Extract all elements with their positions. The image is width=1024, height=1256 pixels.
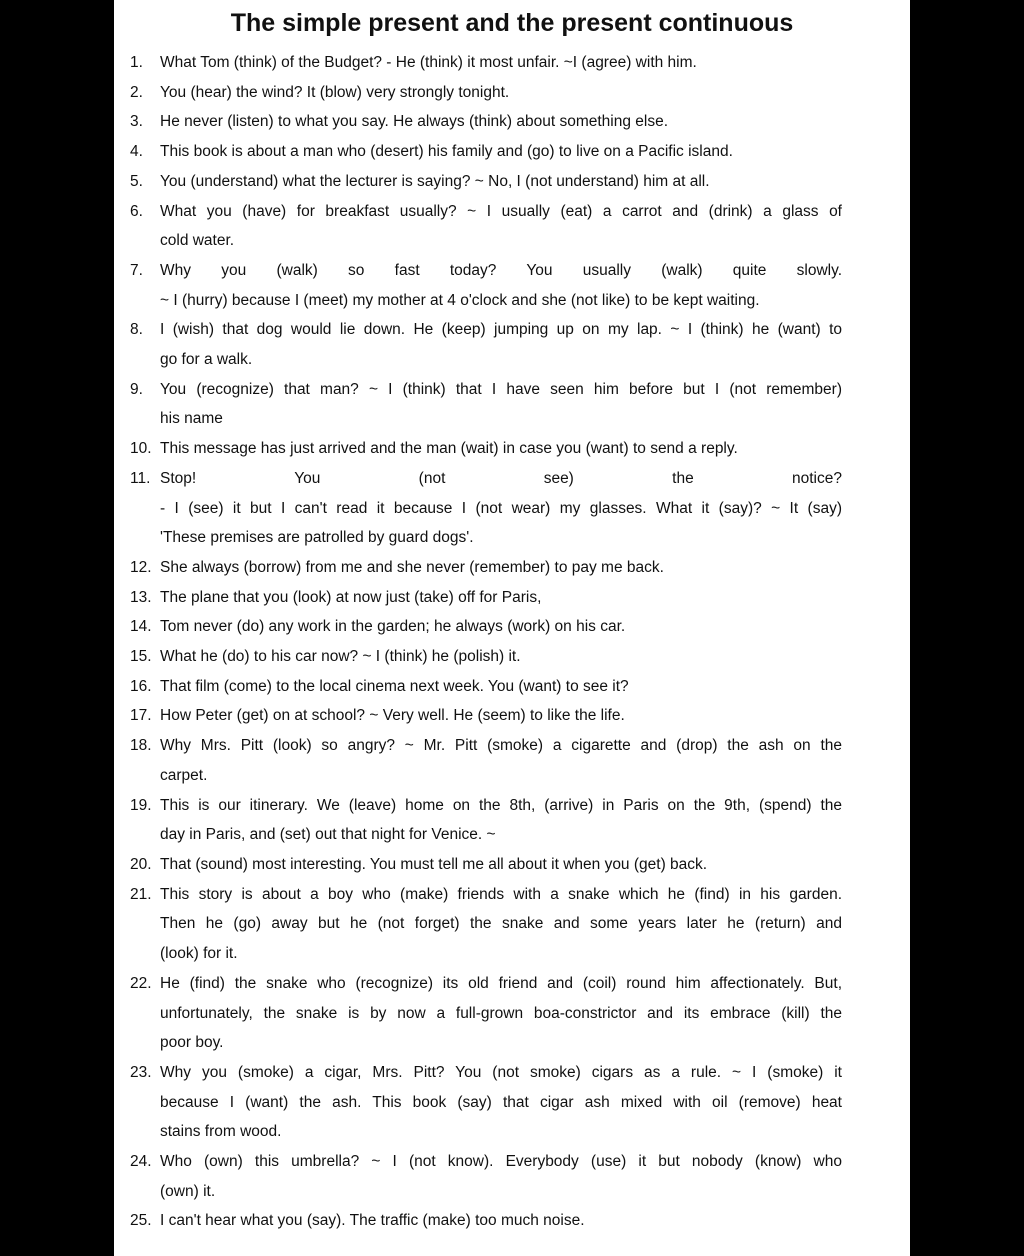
exercise-item — [114, 167, 910, 197]
exercise-item — [114, 701, 910, 731]
exercise-text-line: cold water. — [160, 232, 235, 250]
exercise-list — [114, 48, 910, 1236]
exercise-item — [114, 107, 910, 137]
exercise-text-line: Why Mrs. Pitt (look) so angry? ~ Mr. Pitt (smoke) a cigarette and (drop) the ash on the — [160, 737, 842, 755]
exercise-number: 23. — [130, 1063, 152, 1081]
exercise-item — [114, 78, 910, 108]
exercise-text-line: He never (listen) to what you say. He always (think) about something else. — [160, 113, 669, 131]
exercise-item — [114, 1206, 910, 1236]
exercise-item — [114, 1058, 910, 1147]
exercise-text-line: his name — [160, 410, 223, 428]
exercise-text-line: carpet. — [160, 766, 208, 784]
exercise-text-line: What you (have) for breakfast usually? ~ I usually (eat) a carrot and (drink) a glass of — [160, 202, 842, 220]
exercise-text-line: - I (see) it but I can't read it because I (not wear) my glasses. What it (say)? ~ It (say) — [160, 499, 842, 517]
exercise-number: 9. — [130, 380, 143, 398]
exercise-text-line: day in Paris, and (set) out that night for Venice. ~ — [160, 826, 496, 844]
exercise-number: 1. — [130, 54, 143, 71]
exercise-number: 13. — [130, 588, 152, 606]
worksheet-page — [114, 0, 910, 1256]
exercise-text-line: Why you (smoke) a cigar, Mrs. Pitt? You (not smoke) cigars as a rule. ~ I (smoke) it — [160, 1063, 842, 1081]
exercise-text-line: Tom never (do) any work in the garden; he always (work) on his car. — [160, 618, 626, 636]
exercise-number: 8. — [130, 321, 143, 339]
exercise-item — [114, 434, 910, 464]
exercise-item — [114, 672, 910, 702]
exercise-text-line: poor boy. — [160, 1034, 224, 1052]
exercise-number: 12. — [130, 558, 152, 576]
exercise-item — [114, 731, 910, 790]
exercise-item — [114, 375, 910, 434]
exercise-item — [114, 969, 910, 1058]
exercise-number: 2. — [130, 83, 143, 101]
exercise-text-line: Stop! You (not see) the notice? — [160, 469, 842, 487]
exercise-item — [114, 642, 910, 672]
exercise-number: 5. — [130, 172, 143, 190]
exercise-number: 19. — [130, 796, 152, 814]
exercise-item — [114, 553, 910, 583]
exercise-text-line: That film (come) to the local cinema next week. You (want) to see it? — [160, 677, 629, 695]
exercise-number: 16. — [130, 677, 152, 695]
exercise-item — [114, 850, 910, 880]
exercise-text-line: This story is about a boy who (make) friends with a snake which he (find) in his garden. — [160, 885, 842, 903]
exercise-number: 17. — [130, 707, 152, 725]
exercise-item — [114, 464, 910, 553]
exercise-text-line: He (find) the snake who (recognize) its old friend and (coil) round him affectionately. But, — [160, 974, 842, 992]
exercise-item — [114, 880, 910, 969]
exercise-item — [114, 256, 910, 315]
exercise-number: 7. — [130, 261, 143, 279]
exercise-text-line: Then he (go) away but he (not forget) the snake and some years later he (return) and — [160, 915, 842, 933]
exercise-number: 18. — [130, 737, 152, 755]
exercise-number: 11. — [130, 469, 151, 487]
exercise-number: 10. — [130, 440, 152, 458]
exercise-text-line: ~ I (hurry) because I (meet) my mother at 4 o'clock and she (not like) to be kept waiting. — [160, 291, 760, 309]
exercise-number: 20. — [130, 855, 152, 873]
exercise-number: 21. — [130, 885, 152, 903]
exercise-text-line: go for a walk. — [160, 351, 253, 369]
exercise-text-line: I can't hear what you (say). The traffic (make) too much noise. — [160, 1212, 585, 1230]
exercise-text-line: stains from wood. — [160, 1123, 282, 1141]
exercise-text-line: (look) for it. — [160, 945, 238, 963]
exercise-text-line: This is our itinerary. We (leave) home on the 8th, (arrive) in Paris on the 9th, (spend) the — [160, 796, 842, 814]
exercise-text-line: This message has just arrived and the man (wait) in case you (want) to send a reply. — [160, 440, 738, 458]
page-title: The simple present and the present continuous — [230, 9, 794, 37]
exercise-number: 3. — [130, 113, 143, 131]
exercise-text-line: I (wish) that dog would lie down. He (keep) jumping up on my lap. ~ I (think) he (want) to — [160, 321, 842, 339]
exercise-number: 25. — [130, 1212, 152, 1230]
exercise-number: 14. — [130, 618, 152, 636]
exercise-item — [114, 197, 910, 256]
exercise-text-line: How Peter (get) on at school? ~ Very well. He (seem) to like the life. — [160, 707, 625, 725]
exercise-text-line: The plane that you (look) at now just (take) off for Paris, — [160, 588, 542, 606]
exercise-item — [114, 791, 910, 850]
exercise-item — [114, 137, 910, 167]
exercise-text-line: She always (borrow) from me and she never (remember) to pay me back. — [160, 558, 664, 576]
exercise-text-line: unfortunately, the snake is by now a full-grown boa-constrictor and its embrace (kill) the — [160, 1004, 842, 1022]
exercise-text-line: 'These premises are patrolled by guard dogs'. — [160, 529, 474, 547]
exercise-text-line: That (sound) most interesting. You must tell me all about it when you (get) back. — [160, 855, 708, 873]
exercise-number: 6. — [130, 202, 143, 220]
exercise-item — [114, 48, 910, 78]
exercise-number: 24. — [130, 1153, 152, 1171]
exercise-item — [114, 612, 910, 642]
exercise-item — [114, 583, 910, 613]
exercise-text-line: What he (do) to his car now? ~ I (think) he (polish) it. — [160, 648, 521, 666]
exercise-text-line: Why you (walk) so fast today? You usually (walk) quite slowly. — [160, 261, 842, 279]
exercise-item — [114, 315, 910, 374]
exercise-text-line: You (hear) the wind? It (blow) very strongly tonight. — [160, 83, 510, 101]
exercise-number: 15. — [130, 648, 152, 666]
exercise-text-line: You (recognize) that man? ~ I (think) that I have seen him before but I (not remember) — [160, 380, 842, 398]
exercise-text-line: because I (want) the ash. This book (say) that cigar ash mixed with oil (remove) heat — [160, 1093, 842, 1111]
exercise-text-line: Who (own) this umbrella? ~ I (not know). Everybody (use) it but nobody (know) who — [160, 1153, 842, 1171]
exercise-number: 22. — [130, 974, 152, 992]
exercise-item — [114, 1147, 910, 1206]
exercise-text-line: What Tom (think) of the Budget? - He (think) it most unfair. ~I (agree) with him. — [160, 54, 697, 71]
exercise-text-line: This book is about a man who (desert) his family and (go) to live on a Pacific island. — [160, 143, 733, 161]
exercise-text-line: (own) it. — [160, 1182, 216, 1200]
exercise-number: 4. — [130, 143, 143, 161]
exercise-text-line: You (understand) what the lecturer is saying? ~ No, I (not understand) him at all. — [160, 172, 710, 190]
